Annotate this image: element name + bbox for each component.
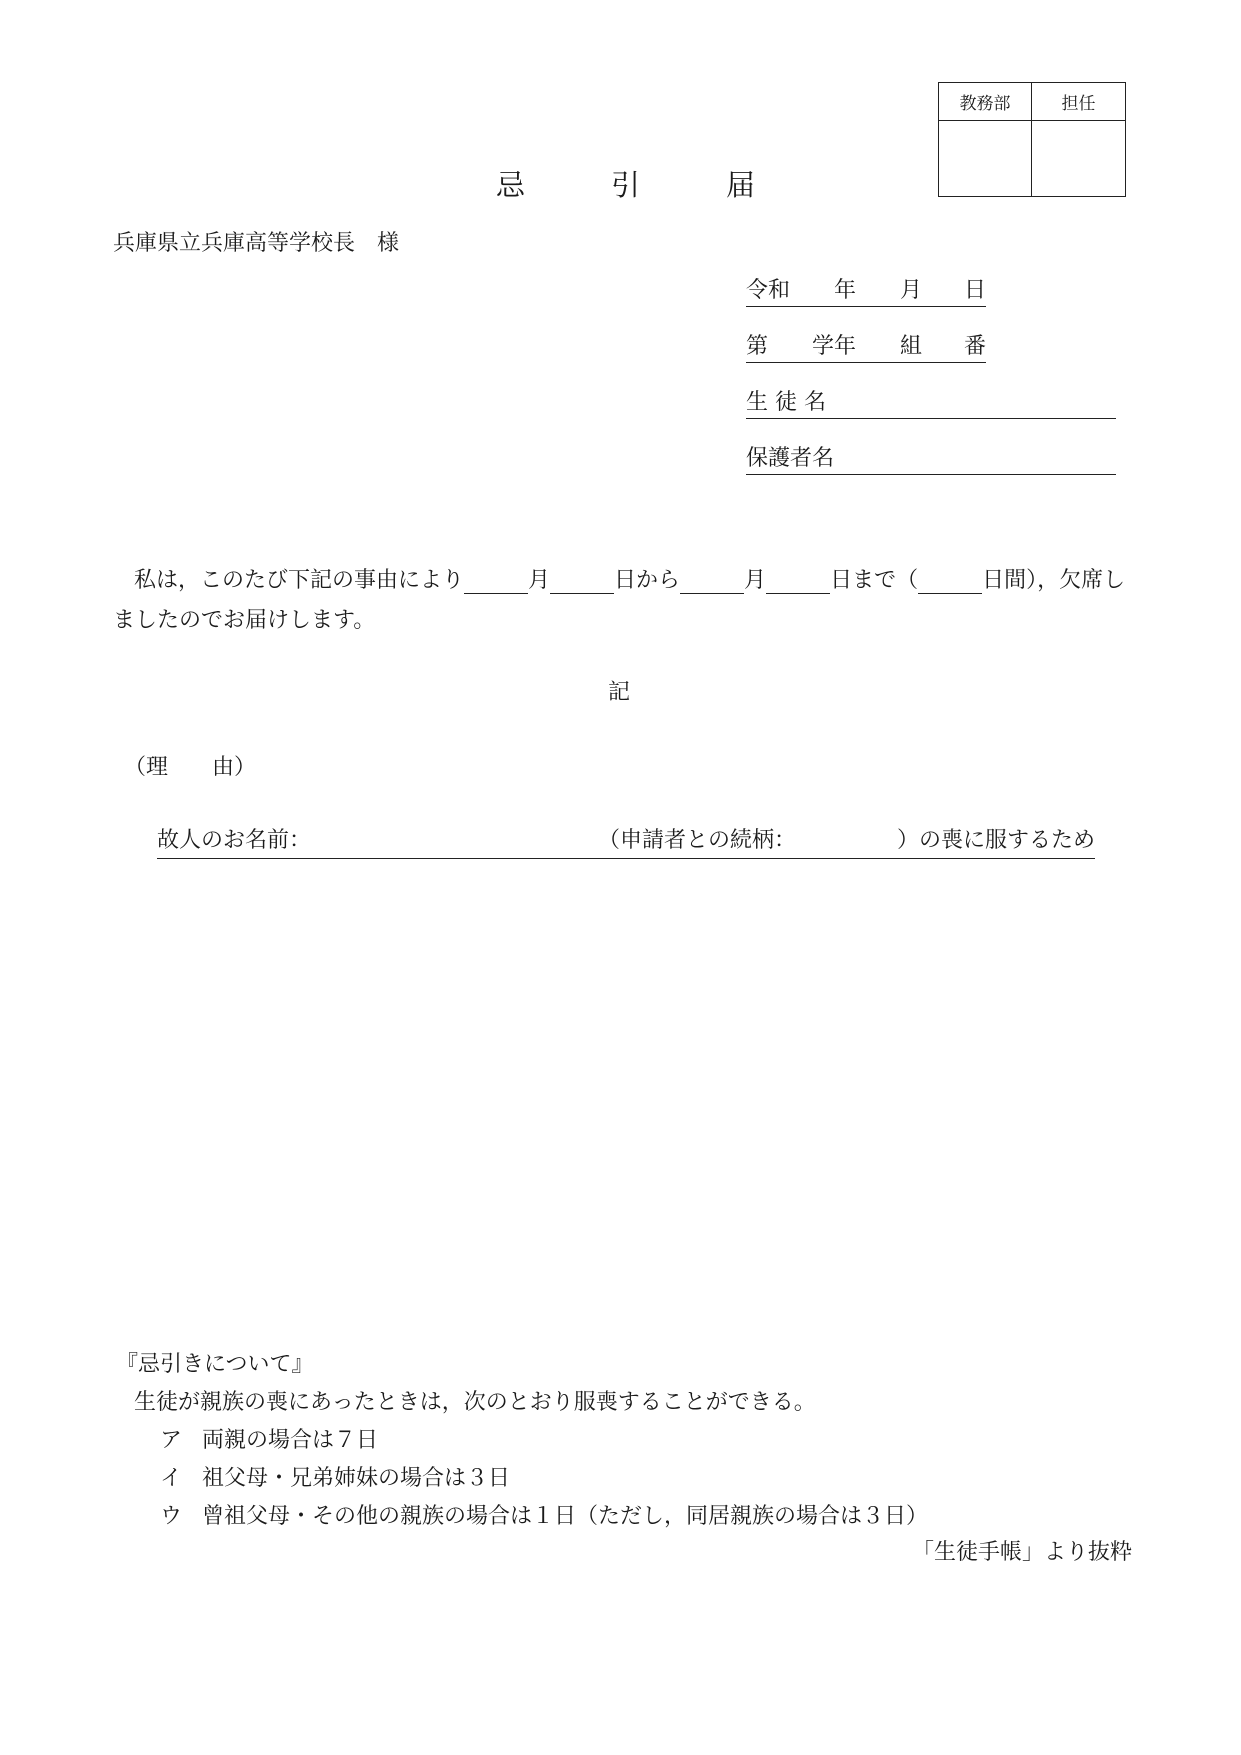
- date-field[interactable]: [746, 278, 986, 307]
- statement-days-close: 日間），欠席し: [982, 568, 1126, 593]
- title-char-1: 忌: [496, 168, 526, 202]
- date-year-label: 年: [834, 278, 857, 303]
- addressee: 兵庫県立兵庫高等学校長 様: [113, 231, 400, 256]
- absence-start-day-blank[interactable]: [550, 571, 614, 594]
- date-month-label: 月: [900, 278, 923, 303]
- relation-label: （申請者との続柄：: [598, 828, 797, 853]
- deceased-name-label: 故人のお名前：: [157, 828, 312, 853]
- class-group-label: 組: [900, 334, 923, 359]
- statement-intro: 私は，このたび下記の事由により: [134, 568, 465, 593]
- list-item-text: 祖父母・兄弟姉妹の場合は３日: [202, 1466, 511, 1491]
- guardian-name-label: 保護者名: [746, 446, 835, 471]
- stamp-cell-homeroom-teacher[interactable]: [1032, 121, 1125, 196]
- statement-day-from: 日から: [614, 568, 681, 593]
- list-item-marker: ア: [160, 1428, 183, 1453]
- class-number-label: 番: [964, 334, 987, 359]
- class-prefix-label: 第: [746, 334, 769, 359]
- title-char-2: 引: [611, 168, 641, 202]
- statement-month-1: 月: [528, 568, 551, 593]
- absence-start-month-blank[interactable]: [464, 571, 528, 594]
- stamp-header-homeroom-teacher: 担任: [1032, 83, 1125, 121]
- list-item-marker: ウ: [160, 1504, 183, 1529]
- list-item: [160, 1504, 1060, 1530]
- class-field[interactable]: [746, 334, 986, 363]
- student-name-field[interactable]: [746, 390, 1116, 419]
- ki-heading: 記: [608, 680, 631, 705]
- list-item-text: 両親の場合は７日: [202, 1428, 379, 1453]
- absence-end-month-blank[interactable]: [680, 571, 744, 594]
- list-item: [160, 1428, 1060, 1454]
- student-name-label: 生 徒 名: [746, 390, 826, 415]
- date-era-label: 令和: [746, 278, 791, 303]
- notes-title: 『忌引きについて』: [116, 1352, 314, 1377]
- list-item: [160, 1466, 1060, 1492]
- notes-lead: 生徒が親族の喪にあったときは，次のとおり服喪することができる。: [134, 1390, 816, 1415]
- statement-line-1: [134, 568, 1125, 594]
- stamp-cell-academic-affairs[interactable]: [939, 121, 1032, 196]
- absence-days-count-blank[interactable]: [918, 571, 982, 594]
- list-item-text: 曾祖父母・その他の親族の場合は１日（ただし，同居親族の場合は３日）: [202, 1504, 929, 1529]
- statement-day-until: 日まで（: [830, 568, 919, 593]
- notes-source: 「生徒手帳」より抜粋: [912, 1540, 1133, 1565]
- date-day-label: 日: [964, 278, 987, 303]
- absence-end-day-blank[interactable]: [766, 571, 830, 594]
- title-char-3: 届: [726, 168, 756, 202]
- class-grade-label: 学年: [812, 334, 857, 359]
- reason-label: （理 由）: [124, 755, 257, 780]
- reason-field[interactable]: [157, 828, 1095, 859]
- stamp-header-academic-affairs: 教務部: [939, 83, 1032, 121]
- statement-line-2: ましたのでお届けします。: [113, 608, 376, 633]
- list-item-marker: イ: [160, 1466, 183, 1491]
- page-title: [496, 168, 755, 202]
- approval-stamp-box: [938, 82, 1126, 197]
- guardian-name-field[interactable]: [746, 446, 1116, 475]
- mourning-closing: ）の喪に服するため: [897, 828, 1096, 853]
- statement-month-2: 月: [744, 568, 767, 593]
